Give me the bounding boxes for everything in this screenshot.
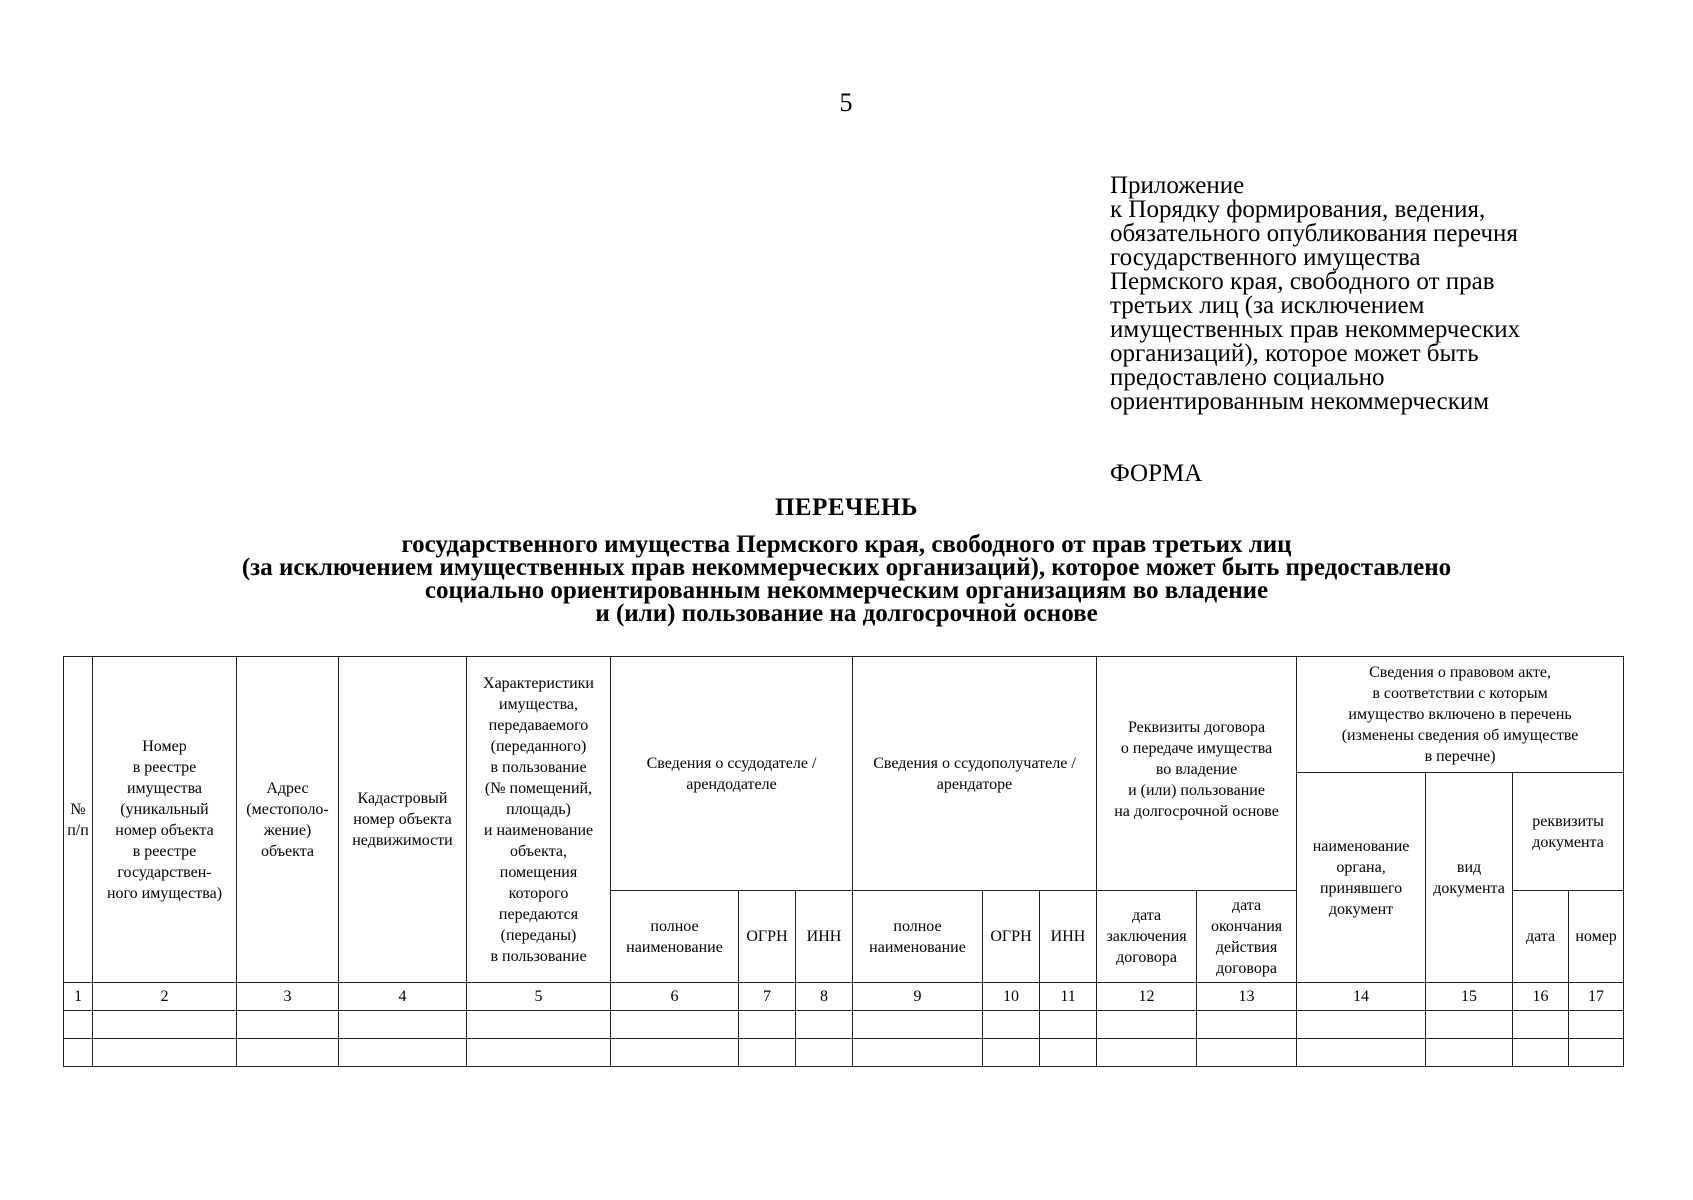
header-document-type <box>1426 773 1513 983</box>
table-cell[interactable] <box>1197 1011 1297 1039</box>
subtitle-line: государственного имущества Пермского края, свободного от прав третьих лиц <box>401 531 1292 558</box>
table-cell[interactable] <box>1513 1039 1569 1067</box>
header-document-requisites <box>1513 773 1624 891</box>
header-text-line: наименование <box>869 938 966 956</box>
header-text-line: арендаторе <box>936 775 1013 793</box>
column-number-cell: 10 <box>983 983 1040 1011</box>
header-text-line: арендодателе <box>686 775 777 793</box>
table-cell[interactable] <box>237 1039 339 1067</box>
table-cell[interactable] <box>1569 1039 1624 1067</box>
column-numbers-row <box>64 983 1624 1011</box>
subtitle-line: (за исключением имущественных прав некоммерческих организаций), которое может быть предоставлено <box>241 554 1452 581</box>
header-text-line: (местополо- <box>246 800 329 818</box>
header-text-line: в пользование <box>490 947 587 965</box>
header-text-line: № <box>70 800 86 818</box>
column-number-cell: 1 <box>64 983 93 1011</box>
column-number-cell: 14 <box>1297 983 1426 1011</box>
column-number-cell: 5 <box>467 983 611 1011</box>
header-borrower-ogrn: ОГРН <box>983 891 1040 983</box>
table-cell[interactable] <box>853 1039 983 1067</box>
header-text-line: действия <box>1215 938 1278 956</box>
header-text-line: жение) <box>263 821 312 839</box>
table-cell[interactable] <box>467 1039 611 1067</box>
column-number-cell: 11 <box>1040 983 1097 1011</box>
header-text-line: площадь) <box>506 800 571 818</box>
header-text-line: имущества, <box>498 695 579 713</box>
header-text-line: наименование <box>1312 837 1410 855</box>
header-text-line: на долгосрочной основе <box>1114 803 1279 820</box>
header-text-line: п/п <box>67 821 89 839</box>
header-borrower-info <box>853 657 1097 891</box>
appendix-line: ориентированным некоммерческим <box>1110 388 1490 415</box>
column-number-cell: 4 <box>339 983 467 1011</box>
header-property-characteristics <box>467 657 611 983</box>
table-cell[interactable] <box>1097 1039 1197 1067</box>
header-text-line: Характеристики <box>483 674 594 692</box>
header-text-line: заключения <box>1106 928 1187 945</box>
header-text-line: номер объекта <box>115 821 214 839</box>
header-text-line: (уникальный <box>120 800 209 818</box>
table-cell[interactable] <box>796 1039 853 1067</box>
header-text-line: дата <box>1131 907 1162 924</box>
document-subtitle <box>60 533 1633 625</box>
header-borrower-full-name <box>853 891 983 983</box>
table-cell[interactable] <box>739 1039 796 1067</box>
header-text-line: Номер <box>142 737 187 755</box>
header-text-line: договора <box>1216 959 1277 977</box>
table-cell[interactable] <box>339 1039 467 1067</box>
header-text-line: документа <box>1433 879 1505 897</box>
table-cell[interactable] <box>983 1011 1040 1039</box>
header-text-line: полное <box>893 917 942 935</box>
column-number-cell: 9 <box>853 983 983 1011</box>
header-cadastral-number <box>339 657 467 983</box>
appendix-line: организаций), которое может быть <box>1110 340 1479 367</box>
appendix-line: к Порядку формирования, ведения, <box>1110 196 1486 223</box>
header-text-line: в пользование <box>490 758 587 776</box>
appendix-line: имущественных прав некоммерческих <box>1110 316 1521 343</box>
header-text-line: Сведения о ссудополучателе / <box>873 754 1076 772</box>
header-text-line: имущество включено в перечень <box>1348 706 1572 723</box>
header-text-line: полное <box>650 917 699 935</box>
header-text-line: передаваемого <box>488 716 589 734</box>
header-text-line: Реквизиты договора <box>1127 719 1266 736</box>
table-row <box>64 1039 1624 1067</box>
table-cell[interactable] <box>1513 1011 1569 1039</box>
table-cell[interactable] <box>339 1011 467 1039</box>
header-registry-number <box>93 657 237 983</box>
table-cell[interactable] <box>853 1011 983 1039</box>
appendix-line: предоставлено социально <box>1110 364 1385 391</box>
header-text-line: принявшего <box>1319 879 1403 897</box>
appendix-line: Пермского края, свободного от прав <box>1110 268 1495 295</box>
column-number-cell: 12 <box>1097 983 1197 1011</box>
table-cell[interactable] <box>64 1039 93 1067</box>
table-cell[interactable] <box>1040 1039 1097 1067</box>
table-cell[interactable] <box>983 1039 1040 1067</box>
header-text-line: Сведения о ссудодателе / <box>646 754 817 772</box>
table-cell[interactable] <box>611 1011 739 1039</box>
table-row <box>64 1011 1624 1039</box>
table-cell[interactable] <box>1297 1011 1426 1039</box>
table-cell[interactable] <box>64 1011 93 1039</box>
header-text-line: в реестре <box>132 758 197 776</box>
column-number-cell: 8 <box>796 983 853 1011</box>
table-cell[interactable] <box>1426 1039 1513 1067</box>
column-number-cell: 16 <box>1513 983 1569 1011</box>
header-text-line: государствен- <box>117 863 212 881</box>
column-number-cell: 7 <box>739 983 796 1011</box>
column-number-cell: 17 <box>1569 983 1624 1011</box>
header-text-line: номер объекта <box>353 811 452 828</box>
property-list-table <box>63 656 1624 1067</box>
table-cell[interactable] <box>739 1011 796 1039</box>
header-text-line: во владение <box>1155 761 1238 778</box>
column-number-cell: 3 <box>237 983 339 1011</box>
header-document-date: дата <box>1513 891 1569 983</box>
column-number-cell: 15 <box>1426 983 1513 1011</box>
header-text-line: объекта, <box>510 842 567 860</box>
header-text-line: (изменены сведения об имуществе <box>1341 727 1579 744</box>
header-text-line: органа, <box>1336 858 1386 876</box>
header-lender-full-name <box>611 891 739 983</box>
header-text-line: (переданного) <box>490 737 587 755</box>
header-text-line: и наименование <box>483 821 594 839</box>
header-text-line: договора <box>1116 949 1177 966</box>
appendix-note <box>1110 174 1630 414</box>
table-cell[interactable] <box>1297 1039 1426 1067</box>
table-cell[interactable] <box>93 1039 237 1067</box>
header-lender-info <box>611 657 853 891</box>
header-text-line: недвижимости <box>352 832 453 849</box>
header-legal-act-info <box>1297 657 1624 773</box>
header-text-line: имущества <box>126 779 203 797</box>
header-text-line: вид <box>1456 858 1482 876</box>
subtitle-line: социально ориентированным некоммерческим организациям во владение <box>424 577 1269 604</box>
header-text-line: реквизиты <box>1532 812 1604 830</box>
header-contract-requisites <box>1097 657 1297 891</box>
header-lender-ogrn: ОГРН <box>739 891 796 983</box>
header-text-line: документ <box>1328 900 1394 918</box>
table-cell[interactable] <box>237 1011 339 1039</box>
header-row-number <box>64 657 93 983</box>
document-title: ПЕРЕЧЕНЬ <box>774 494 919 521</box>
header-text-line: документа <box>1532 833 1604 851</box>
header-issuing-authority <box>1297 773 1426 983</box>
header-lender-inn: ИНН <box>796 891 853 983</box>
header-text-line: окончания <box>1210 917 1283 935</box>
header-text-line: о передаче имущества <box>1120 740 1273 757</box>
header-text-line: ного имущества) <box>106 884 223 902</box>
header-address <box>237 657 339 983</box>
appendix-line: государственного имущества <box>1110 244 1421 271</box>
header-borrower-inn: ИНН <box>1040 891 1097 983</box>
header-text-line: (переданы) <box>500 926 577 944</box>
table-cell[interactable] <box>611 1039 739 1067</box>
header-text-line: и (или) пользование <box>1128 782 1265 799</box>
header-text-line: наименование <box>626 938 723 956</box>
table-cell[interactable] <box>1569 1011 1624 1039</box>
table-cell[interactable] <box>1426 1011 1513 1039</box>
header-text-line: Адрес <box>266 779 309 797</box>
table-cell[interactable] <box>1197 1039 1297 1067</box>
appendix-line: третьих лиц (за исключением <box>1110 292 1425 319</box>
table-cell[interactable] <box>1040 1011 1097 1039</box>
table-cell[interactable] <box>1097 1011 1197 1039</box>
header-text-line: в реестре <box>132 842 197 860</box>
header-contract-end-date <box>1197 891 1297 983</box>
header-text-line: (№ помещений, <box>484 779 593 797</box>
subtitle-line: и (или) пользование на долгосрочной основе <box>595 600 1098 627</box>
header-text-line: дата <box>1231 896 1262 914</box>
header-text-line: объекта <box>261 842 314 860</box>
form-label: ФОРМА <box>1110 460 1203 487</box>
header-text-line: в соответствии с которым <box>1372 685 1548 702</box>
header-text-line: передаются <box>498 905 579 923</box>
header-document-number: номер <box>1569 891 1624 983</box>
header-text-line: Сведения о правовом акте, <box>1369 664 1551 681</box>
column-number-cell: 13 <box>1197 983 1297 1011</box>
appendix-line: Приложение <box>1110 172 1245 199</box>
header-contract-date <box>1097 891 1197 983</box>
header-text-line: в перечне) <box>1424 748 1496 765</box>
header-text-line: Кадастровый <box>357 790 448 807</box>
header-text-line: которого <box>508 884 569 902</box>
table-cell[interactable] <box>467 1011 611 1039</box>
column-number-cell: 6 <box>611 983 739 1011</box>
header-text-line: помещения <box>499 863 578 881</box>
table-cell[interactable] <box>93 1011 237 1039</box>
table-cell[interactable] <box>796 1011 853 1039</box>
column-number-cell: 2 <box>93 983 237 1011</box>
appendix-line: обязательного опубликования перечня <box>1110 220 1518 247</box>
page-number: 5 <box>839 88 853 117</box>
